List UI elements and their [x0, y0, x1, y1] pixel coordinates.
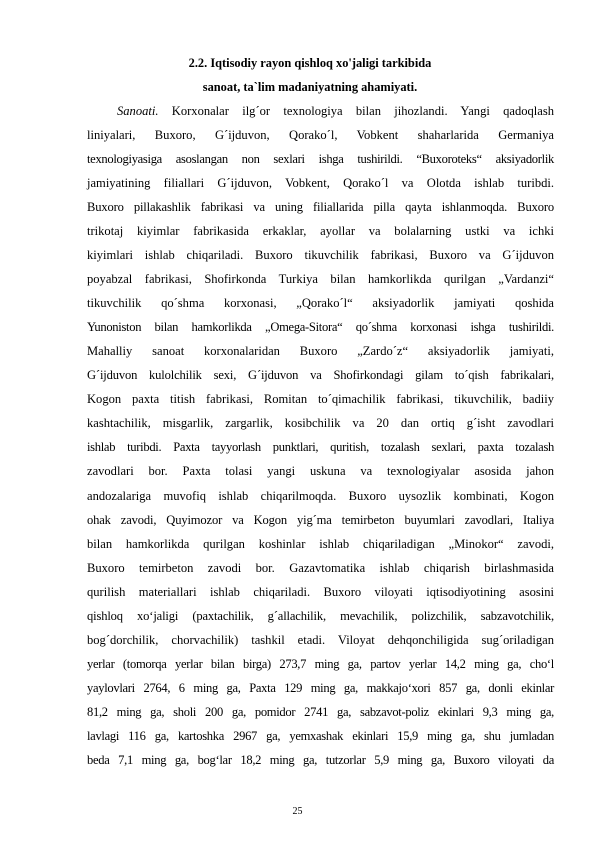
text-line: qurilish materiallari ishlab chiqariladi. Buxoro viloyati iqtisodiyotining asosini: [87, 584, 554, 599]
text-line: qishloq xo‘jaligi (paxtachilik, g´allachilik, mevachilik, polizchilik, sabzavotchilik,: [87, 608, 554, 623]
text-line: tikuvchilik qo´shma korxonasi, „Qorako´l“ aksiyadorlik jamiyati qoshida: [87, 296, 554, 311]
text-line: zavodlari bor. Paxta tolasi yangi uskuna va texnologiyalar asosida jahon: [87, 464, 554, 479]
text-line: Mahalliy sanoat korxonalaridan Buxoro „Zardo´z“ aksiyadorlik jamiyati,: [87, 344, 554, 359]
text-line: texnologiyasiga asoslangan non sexlari ishga tushirildi. “Buxoroteks“ aksiyadorlik: [87, 152, 554, 167]
text-line: yerlar (tomorqa yerlar bilan birga) 273,7 ming ga, partov yerlar 14,2 ming ga, cho‘l: [87, 656, 554, 671]
text-line: Kogon paxta titish fabrikasi, Romitan to´qimachilik fabrikasi, tikuvchilik, badiiy: [87, 392, 554, 407]
text-line: andozalariga muvofiq ishlab chiqarilmoqda. Buxoro uysozlik kombinati, Kogon: [87, 488, 554, 503]
text-line: Buxoro temirbeton zavodi bor. Gazavtomatika ishlab chiqarish birlashmasida: [87, 560, 554, 575]
text-line: 81,2 ming ga, sholi 200 ga, pomidor 2741 ga, sabzavot-poliz ekinlari 9,3 ming ga,: [87, 704, 554, 719]
text-line: Buxoro pillakashlik fabrikasi va uning filiallarida pilla qayta ishlanmoqda. Buxoro: [87, 200, 554, 215]
body-paragraph: [87, 99, 554, 772]
text-line: bilan hamkorlikda qurilgan koshinlar ishlab chiqariladigan „Minokor“ zavodi,: [87, 536, 554, 551]
section-heading: 2.2. Iqtisodiy rayon qishloq xo'jaligi tarkibida: [188, 56, 432, 70]
text-line: G´ijduvon kulolchilik sexi, G´ijduvon va Shofirkondagi gilam to´qish fabrikalari,: [87, 368, 554, 383]
text-line: poyabzal fabrikasi, Shofirkonda Turkiya bilan hamkorlikda qurilgan „Vardanzi“: [87, 272, 554, 287]
text-line: ishlab turibdi. Paxta tayyorlash punktlari, quritish, tozalash sexlari, paxta tozalash: [87, 440, 554, 455]
text-line: Yunoniston bilan hamkorlikda „Omega-Sitora“ qo´shma korxonasi ishga tushirildi.: [87, 320, 554, 335]
text-line: kiyimlari ishlab chiqariladi. Buxoro tikuvchilik fabrikasi, Buxoro va G´ijduvon: [87, 248, 554, 263]
page-number: 25: [292, 806, 303, 817]
text-line: bog´dorchilik, chorvachilik) tashkil etadi. Viloyat dehqonchiligida sug´oriladigan: [87, 632, 554, 647]
lead-word: Sanoati.: [117, 104, 159, 118]
text-line: yaylovlari 2764, 6 ming ga, Paxta 129 ming ga, makkajo‘xori 857 ga, donli ekinlar: [87, 680, 554, 695]
text-line: jamiyatining filiallari G´ijduvon, Vobkent, Qorako´l va Olotda ishlab turibdi.: [87, 176, 554, 191]
text-line: liniyalari, Buxoro, G´ijduvon, Qorako´l, Vobkent shaharlarida Germaniya: [87, 128, 554, 143]
text-line: Sanoati. Korxonalar ilg´or texnologiya bilan jihozlandi. Yangi qadoqlash: [117, 104, 554, 118]
text-line: lavlagi 116 ga, kartoshka 2967 ga, yemxashak ekinlari 15,9 ming ga, shu jumladan: [87, 728, 554, 743]
text-line: trikotaj kiyimlar fabrikasida erkaklar, ayollar va bolalarning ustki va ichki: [87, 224, 554, 239]
text-line: beda 7,1 ming ga, bog‘lar 18,2 ming ga, tutzorlar 5,9 ming ga, Buxoro viloyati da: [87, 752, 554, 767]
text-line: kashtachilik, misgarlik, zargarlik, kosibchilik va 20 dan ortiq g´isht zavodlari: [87, 416, 554, 431]
section-subheading: sanoat, ta`lim madaniyatning ahamiyati.: [202, 80, 418, 94]
text-line: ohak zavodi, Quyimozor va Kogon yig´ma temirbeton buyumlari zavodlari, Italiya: [87, 512, 554, 527]
